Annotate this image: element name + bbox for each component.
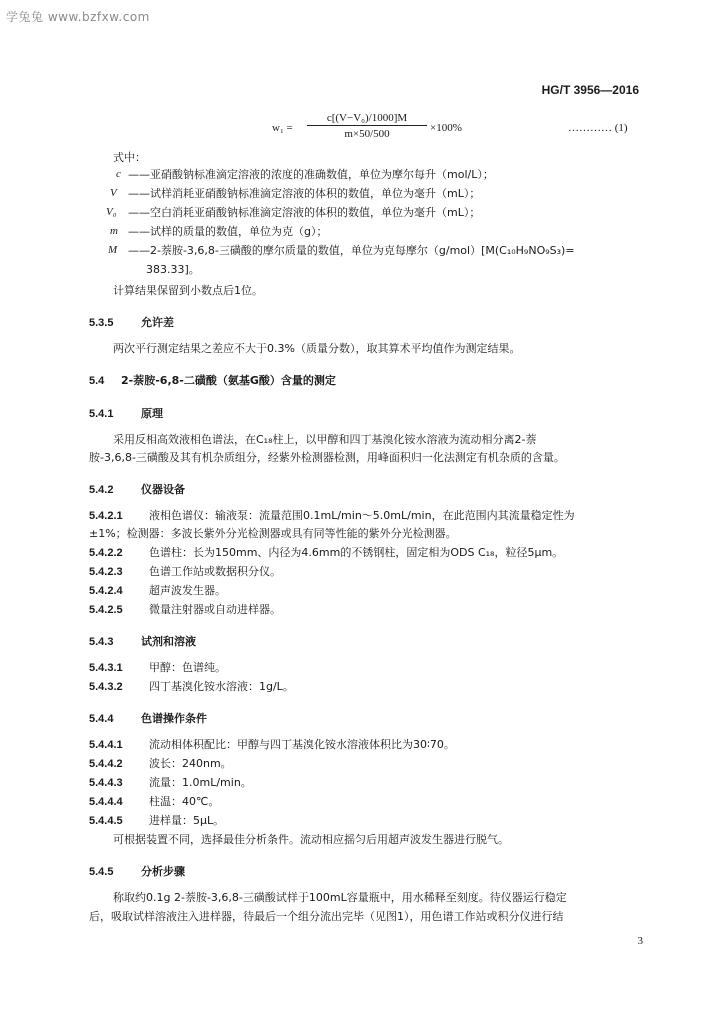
- section-number: 5.4.5: [89, 866, 114, 878]
- item-text: 甲醇：色谱纯。: [149, 661, 226, 674]
- item-number: 5.4.2.3: [89, 566, 123, 578]
- result-note: 计算结果保留到小数点后1位。: [113, 284, 263, 297]
- item-number: 5.4.3.2: [89, 681, 123, 693]
- section-title: 试剂和溶液: [141, 635, 196, 648]
- item-text: 柱温：40℃。: [149, 795, 220, 808]
- list-item: [89, 795, 219, 809]
- item-text: 超声波发生器。: [149, 584, 226, 597]
- section-number: 5.4.3: [89, 636, 114, 648]
- section-title: 2-萘胺-6,8-二磺酸（氨基G酸）含量的测定: [121, 374, 336, 387]
- item-text: 波长：240nm。: [149, 757, 232, 770]
- def-text: ——试样的质量的数值，单位为克（g）；: [128, 225, 328, 238]
- def-symbol: V₀: [106, 206, 117, 218]
- list-item: [89, 776, 252, 790]
- section-heading: [89, 314, 174, 330]
- item-text: 微量注射器或自动进样器。: [149, 603, 281, 616]
- section-title: 原理: [141, 407, 163, 420]
- list-item: [89, 757, 232, 771]
- section-heading: [89, 481, 185, 497]
- section-title: 色谱操作条件: [141, 712, 207, 725]
- paragraph-line: 称取约0.1g 2-萘胺-3,6,8-三磺酸试样于100mL容量瓶中，用水稀释至刻度。待仪器运行稳定: [113, 891, 567, 904]
- item-number: 5.4.4.3: [89, 777, 123, 789]
- list-item: [89, 565, 281, 579]
- item-text: 色谱工作站或数据积分仪。: [149, 565, 281, 578]
- list-item: [89, 546, 563, 560]
- item-number: 5.4.4.4: [89, 796, 123, 808]
- list-item: [89, 509, 575, 523]
- item-number: 5.4.2.1: [89, 510, 123, 522]
- list-item: [89, 584, 226, 598]
- section-heading: [89, 405, 163, 421]
- item-text: 液相色谱仪：输液泵：流量范围0.1mL/min～5.0mL/min，在此范围内其流量稳定性为: [149, 509, 575, 522]
- equation-number: ………… (1): [568, 122, 628, 134]
- list-item: [89, 661, 226, 675]
- paragraph-line: 采用反相高效液相色谱法，在C₁₈柱上，以甲醇和四丁基溴化铵水溶液为流动相分离2-萘: [113, 433, 537, 446]
- item-text: 四丁基溴化铵水溶液：1g/L。: [149, 680, 294, 693]
- list-item-continued: ±1%；检测器：多波长紫外分光检测器或具有同等性能的紫外分光检测器。: [89, 527, 457, 540]
- item-text: 色谱柱：长为150mm、内径为4.6mm的不锈钢柱，固定相为ODS C₁₈，粒径5μm。: [149, 546, 564, 559]
- section-number: 5.3.5: [89, 317, 114, 329]
- item-number: 5.4.4.5: [89, 815, 123, 827]
- item-text: 流量：1.0mL/min。: [149, 776, 252, 789]
- def-symbol: m: [110, 225, 118, 237]
- formula-fraction: [307, 112, 427, 140]
- list-item: [89, 680, 294, 694]
- section-heading: [89, 863, 185, 879]
- formula-lhs: w₁ =: [272, 122, 293, 134]
- section-heading: [89, 372, 336, 388]
- page-number: 3: [637, 935, 643, 947]
- list-item: [89, 738, 455, 752]
- def-symbol: V: [110, 187, 117, 199]
- item-number: 5.4.2.2: [89, 547, 123, 559]
- item-number: 5.4.2.5: [89, 604, 123, 616]
- formula-w1: [272, 112, 472, 148]
- note-line: 可根据装置不同，选择最佳分析条件。流动相应摇匀后用超声波发生器进行脱气。: [113, 833, 509, 846]
- paragraph: 两次平行测定结果之差应不大于0.3%（质量分数），取其算术平均值作为测定结果。: [113, 342, 521, 355]
- def-symbol: M: [108, 244, 118, 256]
- section-number: 5.4.1: [89, 408, 114, 420]
- section-number: 5.4: [89, 375, 105, 387]
- section-number: 5.4.2: [89, 484, 114, 496]
- def-text: ——亚硝酸钠标准滴定溶液的浓度的准确数值，单位为摩尔每升（mol/L）；: [128, 168, 494, 181]
- item-number: 5.4.3.1: [89, 662, 123, 674]
- item-text: 进样量：5μL。: [149, 814, 225, 827]
- item-number: 5.4.4.1: [89, 739, 123, 751]
- section-title: 允许差: [141, 316, 174, 329]
- paragraph-line: 后，吸取试样溶液注入进样器，待最后一个组分流出完毕（见图1），用色谱工作站或积分仪进行结: [89, 910, 564, 923]
- site-watermark: 学兔兔 www.bzfxw.com: [6, 10, 150, 24]
- where-label: 式中：: [113, 151, 146, 164]
- def-symbol: c: [116, 168, 121, 180]
- paragraph-line: 胺-3,6,8-三磺酸及其有机杂质组分，经紫外检测器检测，用峰面积归一化法测定有机杂质的含量。: [89, 451, 565, 464]
- item-text: 流动相体积配比：甲醇与四丁基溴化铵水溶液体积比为30∶70。: [149, 738, 455, 751]
- item-number: 5.4.4.2: [89, 758, 123, 770]
- section-title: 分析步骤: [141, 865, 185, 878]
- list-item: [89, 603, 281, 617]
- standard-code: HG/T 3956—2016: [541, 83, 639, 97]
- def-text: ——空白消耗亚硝酸钠标准滴定溶液的体积的数值，单位为毫升（mL）；: [128, 206, 481, 219]
- section-title: 仪器设备: [141, 483, 185, 496]
- section-heading: [89, 710, 207, 726]
- formula-tail: ×100%: [430, 122, 462, 134]
- def-text: 383.33]。: [146, 263, 200, 276]
- list-item: [89, 814, 224, 828]
- def-text: ——2-萘胺-3,6,8-三磺酸的摩尔质量的数值，单位为克每摩尔（g/mol）[M(C₁₀H₉NO₉S₃)=: [128, 244, 575, 257]
- formula-denominator: m×50/500: [344, 128, 390, 140]
- section-heading: [89, 633, 196, 649]
- formula-numerator: c[(V−V₀)/1000]M: [307, 112, 427, 126]
- def-text: ——试样消耗亚硝酸钠标准滴定溶液的体积的数值，单位为毫升（mL）；: [128, 187, 481, 200]
- item-number: 5.4.2.4: [89, 585, 123, 597]
- section-number: 5.4.4: [89, 713, 114, 725]
